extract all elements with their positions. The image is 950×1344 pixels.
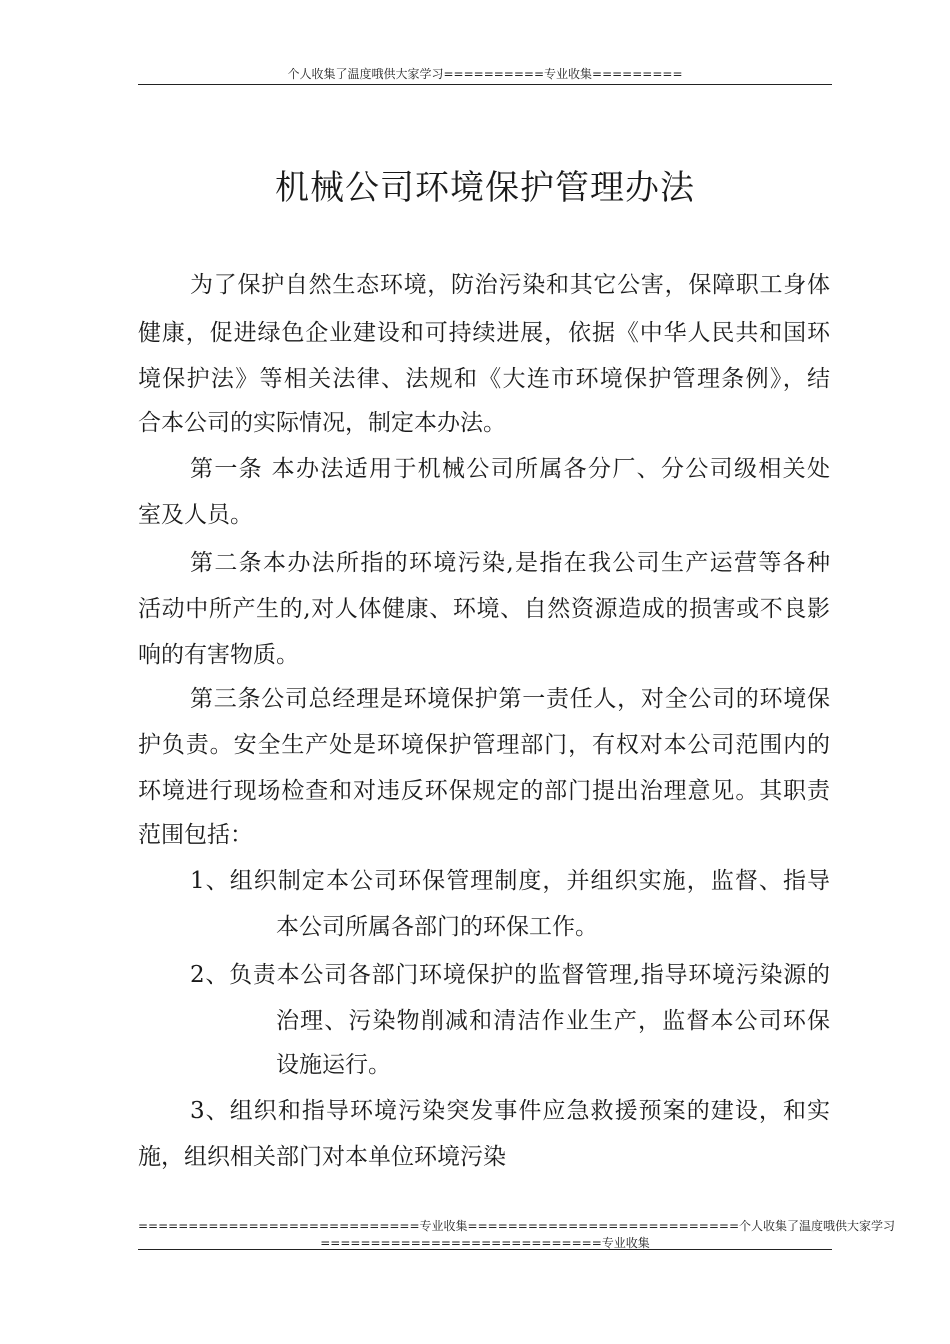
page-header-text: 个人收集了温度哦供大家学习==========专业收集========= xyxy=(287,67,683,81)
body-line: 合本公司的实际情况，制定本办法。 xyxy=(138,410,506,436)
body-line: 环境进行现场检查和对违反环保规定的部门提出治理意见。其职责 xyxy=(138,778,830,804)
list-item-line: 设施运行。 xyxy=(276,1052,391,1078)
page-footer-text: ============================专业收集===========================个人收集了温度哦供大家学习 xyxy=(138,1219,896,1233)
header-divider xyxy=(138,84,832,85)
body-line: 第二条本办法所指的环境污染,是指在我公司生产运营等各种 xyxy=(190,550,830,576)
list-item-line: 治理、污染物削减和清洁作业生产，监督本公司环保 xyxy=(276,1008,830,1034)
list-item-line: 施，组织相关部门对本单位环境污染 xyxy=(138,1144,506,1170)
body-line: 第一条 本办法适用于机械公司所属各分厂、分公司级相关处 xyxy=(190,456,830,482)
body-line: 健康，促进绿色企业建设和可持续进展，依据《中华人民共和国环 xyxy=(138,320,830,346)
list-item-line: 1、组织制定本公司环保管理制度，并组织实施，监督、指导 xyxy=(190,868,830,894)
body-line: 为了保护自然生态环境，防治污染和其它公害，保障职工身体 xyxy=(190,272,830,298)
page-footer-text: ============================专业收集 xyxy=(320,1236,650,1250)
body-line: 响的有害物质。 xyxy=(138,642,299,668)
list-item-line: 3、组织和指导环境污染突发事件应急救援预案的建设，和实 xyxy=(190,1098,830,1124)
body-line: 范围包括： xyxy=(138,822,253,848)
body-line: 活动中所产生的,对人体健康、环境、自然资源造成的损害或不良影 xyxy=(138,596,830,622)
footer-divider xyxy=(138,1249,832,1250)
list-item-line: 本公司所属各部门的环保工作。 xyxy=(276,914,598,940)
body-line: 境保护法》等相关法律、法规和《大连市环境保护管理条例》，结 xyxy=(138,366,830,392)
body-line: 第三条公司总经理是环境保护第一责任人，对全公司的环境保 xyxy=(190,686,830,712)
document-title: 机械公司环境保护管理办法 xyxy=(275,168,695,208)
list-item-line: 2、负责本公司各部门环境保护的监督管理,指导环境污染源的 xyxy=(190,962,830,988)
body-line: 室及人员。 xyxy=(138,502,253,528)
body-line: 护负责。安全生产处是环境保护管理部门，有权对本公司范围内的 xyxy=(138,732,830,758)
